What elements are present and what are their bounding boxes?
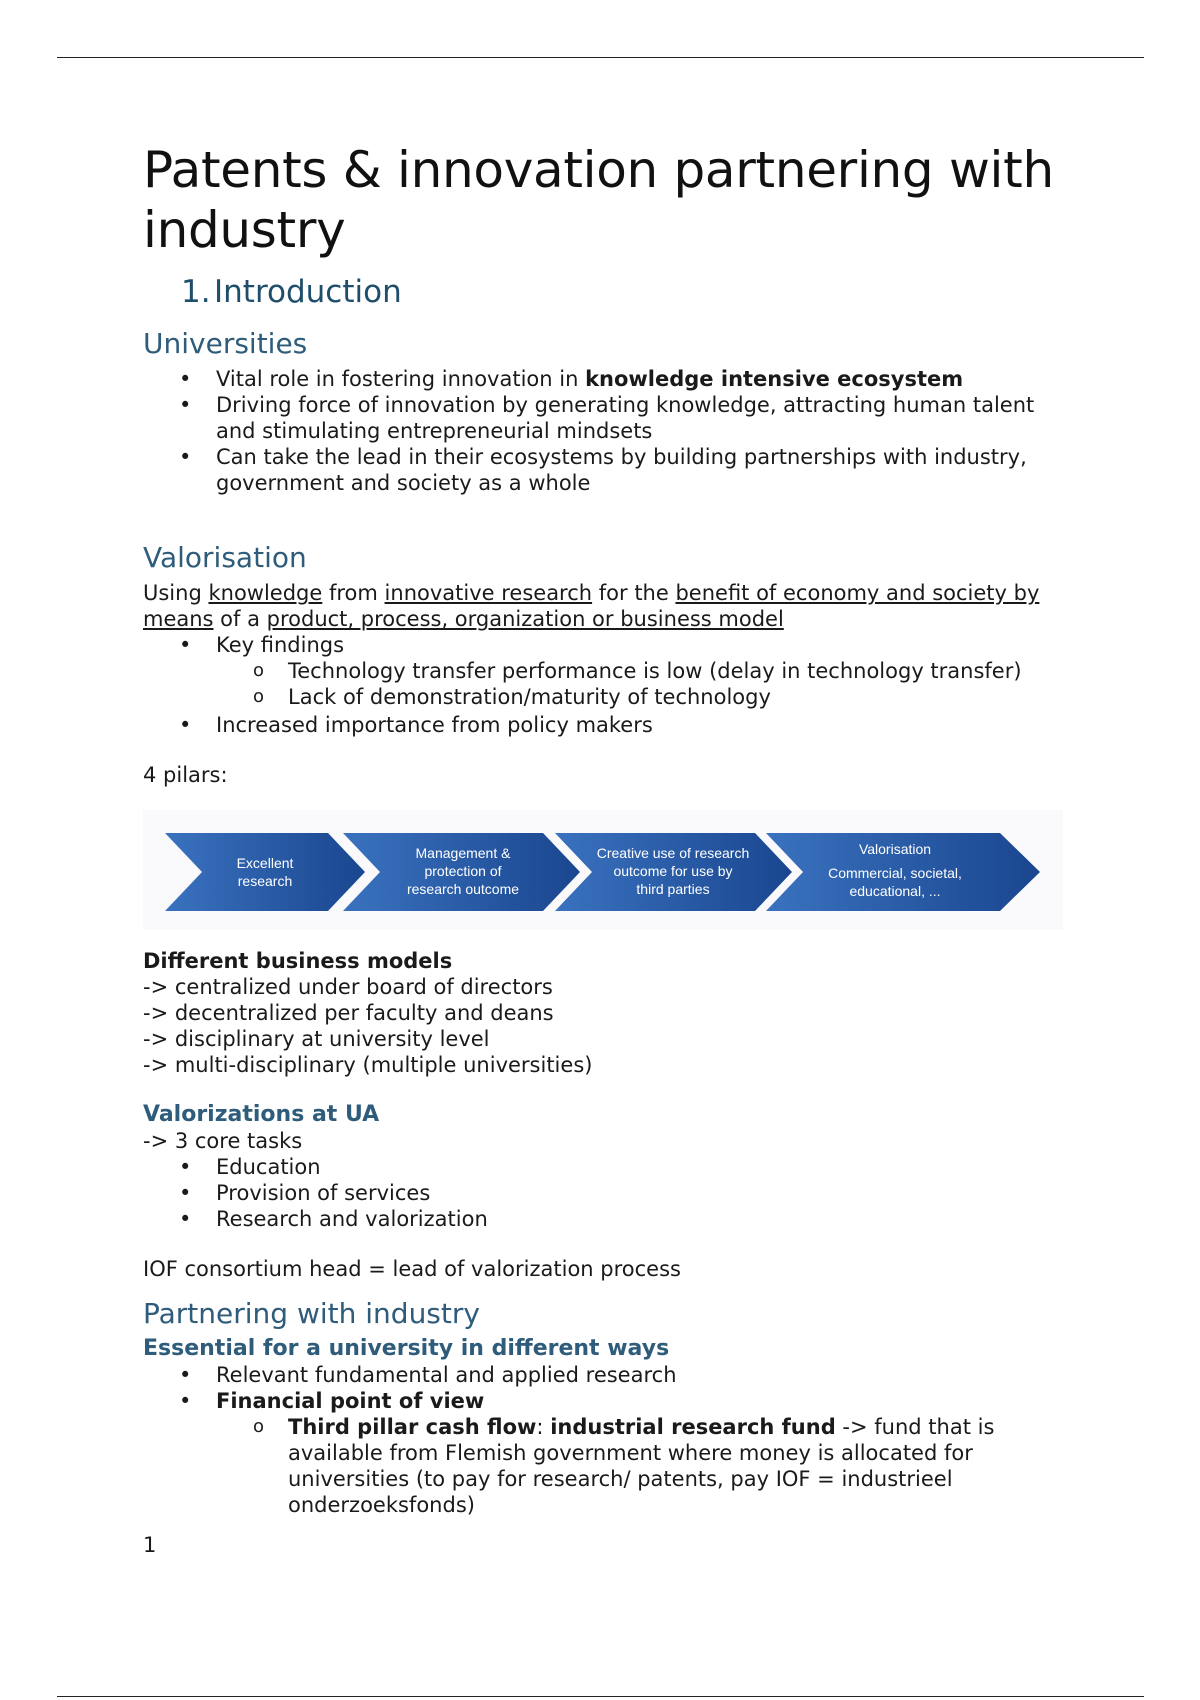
list-item: • Can take the lead in their ecosystems by building partnerships with industry, government and society as a whole [143,444,1063,496]
sub-list-item: o Technology transfer performance is low (delay in technology transfer) [143,658,1063,684]
business-model-line: -> decentralized per faculty and deans [143,1001,554,1025]
ua-tasks-list [143,1154,1063,1232]
section-label: Introduction [214,274,402,310]
business-model-line: -> centralized under board of directors [143,975,553,999]
pillar-label-2: Management & protection of research outcome [406,845,520,897]
iof-line: IOF consortium head = lead of valorization process [143,1257,681,1281]
document-title: Patents & innovation partnering with industry [143,141,1054,259]
document-page [143,140,1063,1558]
business-model-line: -> disciplinary at university level [143,1027,490,1051]
heading-partnering: Partnering with industry [143,1297,480,1330]
subheading-essential: Essential for a university in different ways [143,1336,670,1361]
list-item: • Research and valorization [143,1206,1063,1232]
list-item: • Financial point of view o Third pillar cash flow: industrial research fund -> fund that is available from Flemish government where money is allocated for universities (to pay for research/ patents, pay IOF = industrieel onderzoeksfonds) [143,1388,1063,1518]
universities-list [143,366,1063,496]
section-heading-introduction [181,270,1063,314]
pillar-label-4: Valorisation Commercial, societal, educational, ... [828,841,962,899]
business-models-heading: Different business models [143,949,453,973]
list-item: • Vital role in fostering innovation in knowledge intensive ecosystem [143,366,1063,392]
partnering-list [143,1362,1063,1518]
valorisation-list [143,632,1063,738]
list-item: • Key findings o Technology transfer performance is low (delay in technology transfer) o Lack of demonstration/maturity of technology [143,632,1063,710]
list-item: • Education [143,1154,1063,1180]
header-rule [57,57,1144,58]
list-item: • Provision of services [143,1180,1063,1206]
valorisation-definition: Using knowledge from innovative research for the benefit of economy and society by means of a product, process, organization or business model [143,581,1040,631]
heading-valorisation: Valorisation [143,541,307,574]
pillar-label-1: Excellent research [236,855,294,889]
list-item: • Driving force of innovation by generating knowledge, attracting human talent and stimulating entrepreneurial mindsets [143,392,1063,444]
heading-universities: Universities [143,327,308,360]
key-findings-sublist [216,658,1063,710]
list-item: • Increased importance from policy makers [143,712,1063,738]
page-number: 1 [143,1533,157,1557]
heading-valorizations-ua: Valorizations at UA [143,1102,380,1127]
pillars-label: 4 pilars: [143,763,228,787]
pillar-label-3: Creative use of research outcome for use by third parties [596,845,750,897]
sub-list-item: o Lack of demonstration/maturity of technology [143,684,1063,710]
section-number: 1. [181,274,211,310]
pillars-diagram [143,810,1063,930]
sub-list-item: o Third pillar cash flow: industrial research fund -> fund that is available from Flemish government where money is allocated for universities (to pay for research/ patents, pay IOF = industrieel onderzoeksfonds) [143,1414,1063,1518]
list-item: • Relevant fundamental and applied research [143,1362,1063,1388]
business-model-line: -> multi-disciplinary (multiple universities) [143,1053,593,1077]
financial-sublist [216,1414,1063,1518]
ua-intro: -> 3 core tasks [143,1129,303,1153]
footer-rule [57,1696,1144,1697]
